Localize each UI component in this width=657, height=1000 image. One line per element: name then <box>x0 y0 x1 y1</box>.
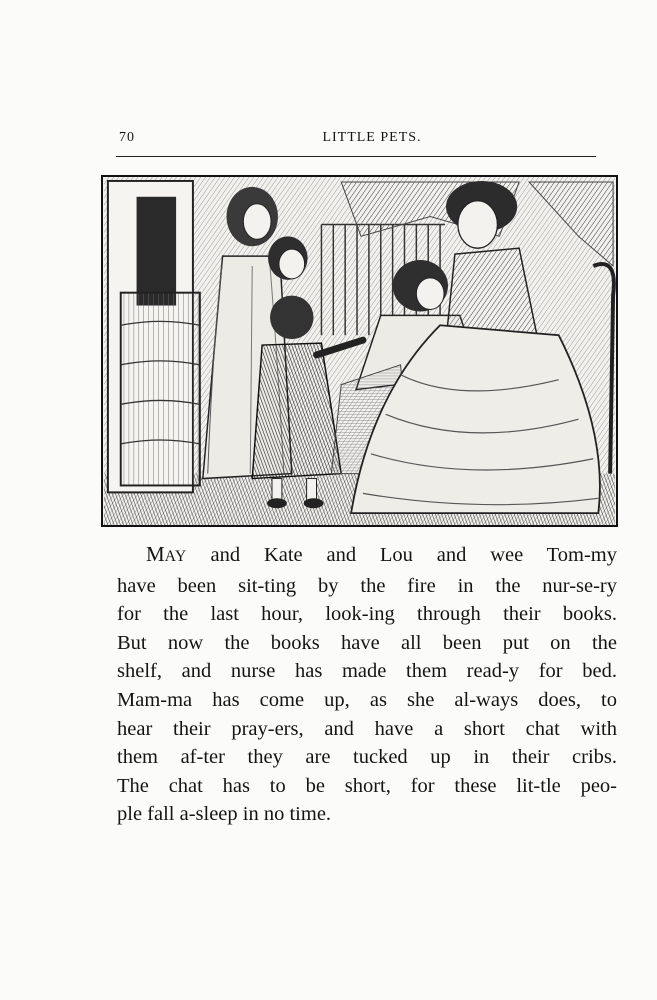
text-line-1 <box>117 540 617 572</box>
text-line-4: But now the books have all been put on the <box>117 631 617 654</box>
text-line-7: hear their pray-ers, and have a short chat with <box>117 717 617 740</box>
text-line-5: shelf, and nurse has made them read-y for bed. <box>117 660 617 683</box>
text-line-3: for the last hour, look-ing through their books. <box>117 603 617 626</box>
text-line-6: Mam-ma has come up, as she al-ways does, to <box>117 688 617 711</box>
line-1-text: and Kate and Lou and wee Tom-my <box>210 544 617 566</box>
text-line-10: ple fall a-sleep in no time. <box>117 803 332 826</box>
engraving-illustration <box>101 175 618 527</box>
initial-letter: M <box>146 542 165 566</box>
text-line-2: have been sit-ting by the fire in the nur-se-ry <box>117 574 617 597</box>
small-caps-word: AY <box>164 548 187 565</box>
text-line-9: The chat has to be short, for these lit-tle peo- <box>117 774 617 797</box>
body-paragraph <box>117 540 617 829</box>
header-rule <box>116 156 596 157</box>
text-line-8: them af-ter they are tucked up in their cribs. <box>117 746 617 769</box>
running-title: LITTLE PETS. <box>322 130 422 145</box>
running-head <box>116 128 596 152</box>
page-number: 70 <box>119 130 135 145</box>
